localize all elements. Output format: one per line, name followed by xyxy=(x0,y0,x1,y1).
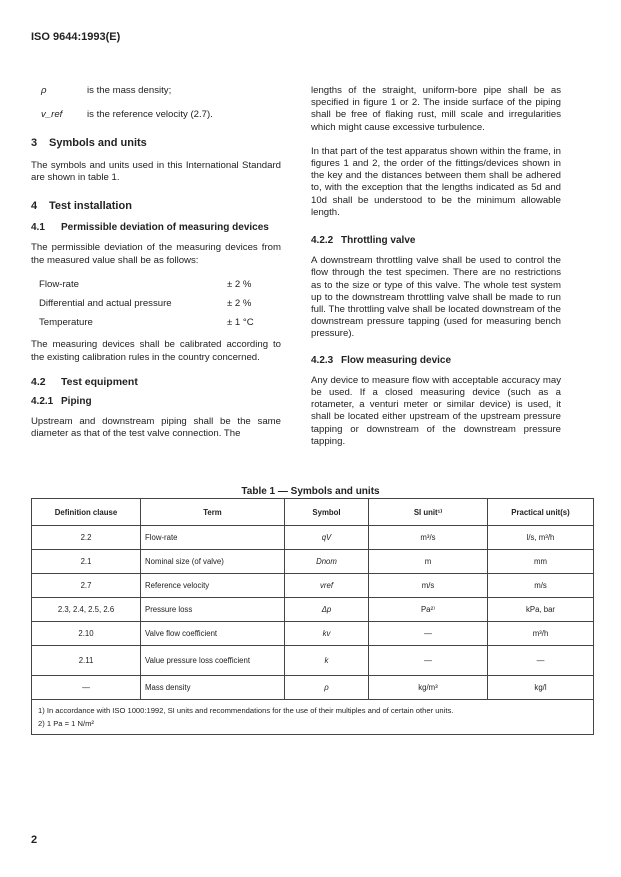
table-header: Symbol xyxy=(285,499,369,526)
definition-symbol: v_ref xyxy=(41,109,63,121)
section-4-2-3-heading: 4.2.3 Flow measuring device xyxy=(311,354,452,366)
page-number: 2 xyxy=(31,834,38,846)
document-header: ISO 9644:1993(E) xyxy=(31,31,121,43)
definition-row xyxy=(31,85,281,97)
tolerance-row: Flow-rate ± 2 % xyxy=(39,278,252,290)
section-4-1-heading: 4.1 Permissible deviation of measuring devices xyxy=(31,222,269,234)
table-row: 2.2 Flow-rate qV m³/s l/s, m³/h xyxy=(32,526,594,550)
section-4-2-heading: 4.2 Test equipment xyxy=(31,375,138,388)
section-4-heading: 4 Test installation xyxy=(31,200,132,213)
footnote-1: 1) In accordance with ISO 1000:1992, SI units and recommendations for the use of their multiples and of certain other units. xyxy=(38,706,454,715)
section-3-text: The symbols and units used in this International Standard are shown in table 1. xyxy=(31,159,281,183)
table-header-row xyxy=(32,499,594,526)
symbols-table xyxy=(31,498,594,735)
definition-text: is the mass density; xyxy=(87,85,172,96)
footnote-2: 2) 1 Pa = 1 N/m² xyxy=(38,719,94,728)
definition-symbol: ρ xyxy=(41,85,47,96)
right-column xyxy=(311,85,561,460)
table-header: Term xyxy=(141,499,285,526)
table-row: 2.7 Reference velocity vref m/s m/s xyxy=(32,574,594,598)
table-footnotes xyxy=(32,700,594,735)
table-row: 2.10 Valve flow coefficient kv — m³/h xyxy=(32,622,594,646)
table-row: 2.1 Nominal size (of valve) Dnom m mm xyxy=(32,550,594,574)
table-header: Definition clause xyxy=(32,499,141,526)
left-column xyxy=(31,85,281,453)
table-header: SI unit¹⁾ xyxy=(369,499,488,526)
table-row: 2.11 Value pressure loss coefficient k — — xyxy=(32,646,594,676)
section-4-2-2-text: A downstream throttling valve shall be used to control the flow through the test specimen. There are no restrictions as to the size or type of this valve. The whole test system up to the downstream throttling valve shall be made to run full. The throttling valve shall be located downstream of the downstream pressure tapping (used for measuring bench pressure). xyxy=(311,255,561,340)
table-row: — Mass density ρ kg/m³ kg/l xyxy=(32,676,594,700)
table-header: Practical unit(s) xyxy=(488,499,594,526)
section-4-2-1-heading: 4.2.1 Piping xyxy=(31,396,92,408)
section-4-2-2-heading: 4.2.2 Throttling valve xyxy=(311,235,416,247)
section-4-2-1-text: lengths of the straight, uniform-bore pipe shall be as specified in figure 1 or 2. The inside surface of the piping shall be free of flaking rust, mill scale and irregularities which might cause excessive turbulence. xyxy=(311,85,561,133)
section-4-2-1-text-part1: Upstream and downstream piping shall be the same diameter as that of the test valve connection. The xyxy=(31,416,281,440)
definition-row xyxy=(31,109,281,121)
section-3-heading: 3 Symbols and units xyxy=(31,137,147,150)
section-4-1-after: The measuring devices shall be calibrated according to the existing calibration rules in the country concerned. xyxy=(31,339,281,363)
definition-text: is the reference velocity (2.7). xyxy=(87,109,213,121)
section-4-2-3-text: Any device to measure flow with acceptable accuracy may be used. If a closed measuring device (such as a rotameter, a venturi meter or similar device) is used, it shall be located either upstream of the upstream pressure tapping or downstream of the downstream pressure tapping. xyxy=(311,374,561,447)
section-4-2-1-text2: In that part of the test apparatus shown within the frame, in figures 1 and 2, the order of the fittings/devices shown in the key and the distances between them shall be adhered to, with the exception that the lengths indicated as 5d and 10d shall be understood to be the minimum allowable length. xyxy=(311,145,561,218)
tolerance-row: Temperature ± 1 °C xyxy=(39,317,254,329)
tolerance-row: Differential and actual pressure ± 2 % xyxy=(39,298,252,310)
table-row: 2.3, 2.4, 2.5, 2.6 Pressure loss Δp Pa²⁾ kPa, bar xyxy=(32,598,594,622)
table-caption: Table 1 — Symbols and units xyxy=(241,486,380,497)
section-4-1-intro: The permissible deviation of the measuring devices from the measured value shall be as follows: xyxy=(31,242,281,266)
